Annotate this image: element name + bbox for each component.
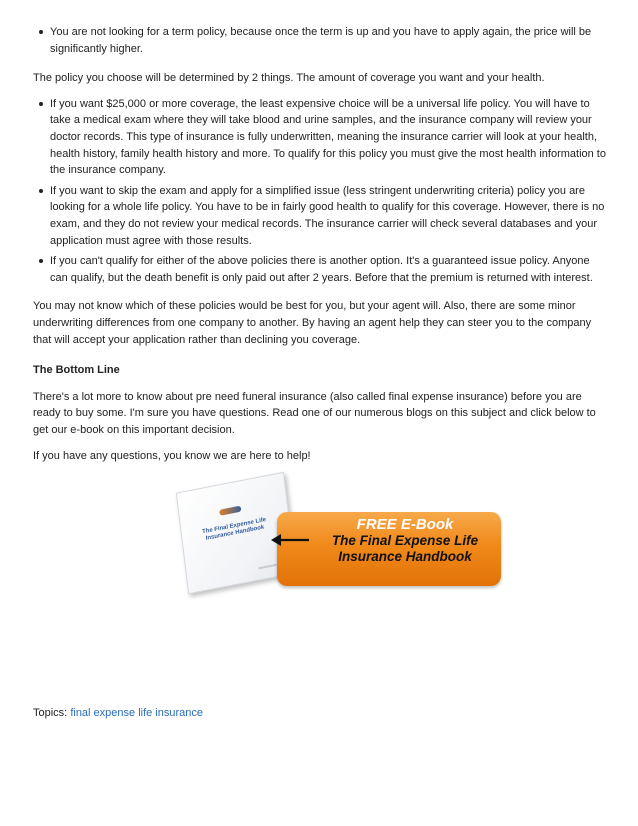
list-item: If you want to skip the exam and apply for a simplified issue (less stringent underwriting criteria) policy you are looking for a whole life policy. You have to be in fairly good health to qualify for this coverage. However, there is no exam, and they do not review your medical records. The insurance carrier will check several databases and your application must agree with those results.: [50, 183, 608, 249]
list-item: If you can't qualify for either of the above policies there is another option. It's a guaranteed issue policy. Anyone can qualify, but the death benefit is only paid out after 2 years. Before that the premium is returned with interest.: [50, 253, 608, 286]
topics-line: [33, 705, 203, 722]
logo-icon: [219, 506, 241, 516]
ebook-cta-text: [305, 516, 505, 565]
ebook-title-line2: Insurance Handbook: [338, 549, 472, 564]
paragraph-agent: You may not know which of these policies would be best for you, but your agent will. Also, there are some minor underwriting differences from one company to another. By having an agent help they can steer you to the company that will accept your application rather than declining you coverage.: [33, 300, 592, 346]
list-item: If you want $25,000 or more coverage, the least expensive choice will be a universal life policy. You will have to take a medical exam where they will take blood and urine samples, and the insurance company will review your doctor records. This type of insurance is fully underwritten, meaning the insurance carrier will look at your health, health history, family health history and more. To qualify for this policy you must give the most health information to the insurance company.: [50, 96, 608, 179]
ebook-title-line1: The Final Expense Life: [331, 533, 479, 548]
ebook-cover-title: The Final Expense Life Insurance Handbook: [201, 517, 267, 542]
topics-label: Topics:: [33, 707, 68, 719]
list-item: You are not looking for a term policy, because once the term is up and you have to apply again, the price will be significantly higher.: [50, 24, 608, 57]
section-heading: The Bottom Line: [33, 364, 120, 377]
bullet-list-top: [33, 24, 608, 57]
paragraph-bottom-line: There's a lot more to know about pre need funeral insurance (also called final expense insurance) before you are ready to buy some. I'm sure you have questions. Read one of our numerous blogs on this subject and click below to get our e-book on this important decision.: [33, 390, 596, 436]
article-body: [33, 24, 608, 465]
paragraph-help: If you have any questions, you know we are here to help!: [33, 450, 311, 463]
ebook-free-label: FREE E-Book: [356, 516, 454, 533]
paragraph-policy: The policy you choose will be determined by 2 things. The amount of coverage you want and your health.: [33, 72, 545, 85]
topic-link[interactable]: final expense life insurance: [70, 707, 204, 719]
ebook-cta-banner[interactable]: [175, 476, 505, 592]
bullet-list-policy-options: [33, 96, 608, 287]
